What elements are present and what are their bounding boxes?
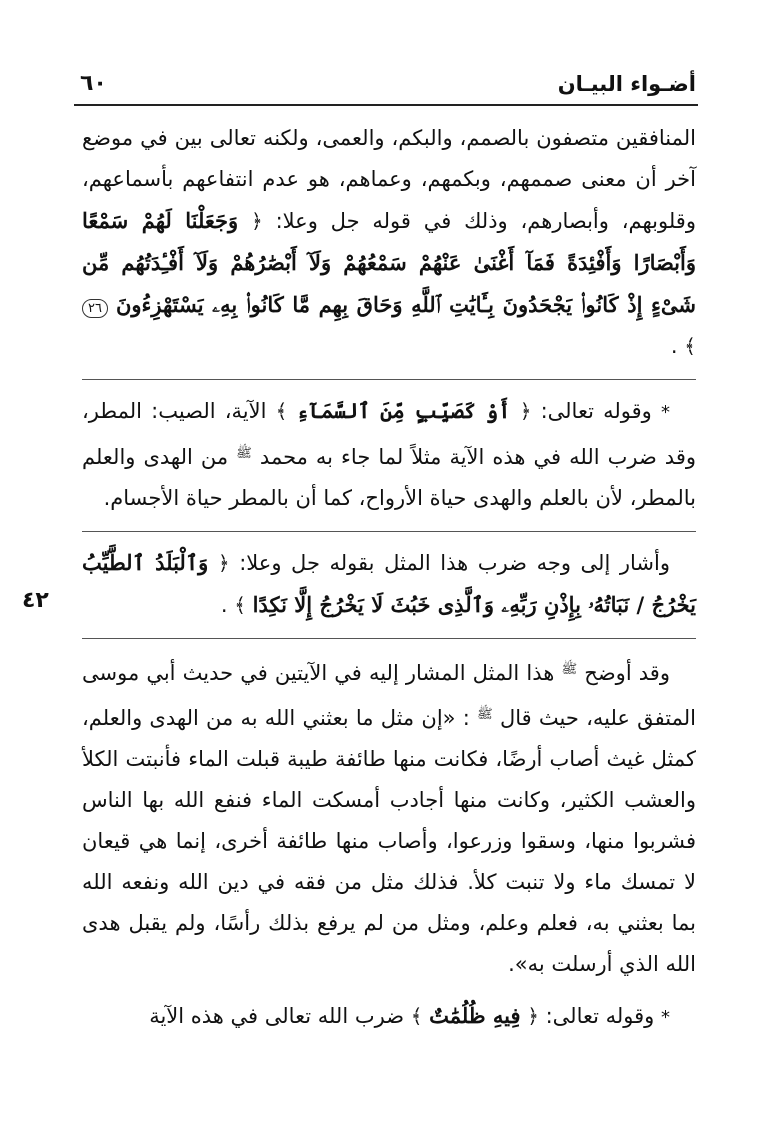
margin-number: ٤٢ xyxy=(22,588,49,613)
quran-open-bracket: ﴿ xyxy=(217,551,230,575)
paragraph-1-end: . xyxy=(670,334,678,358)
paragraph-4-text-2: هذا المثل المشار إليه في الآيتين في حديث أبي موسى المتفق عليه، حيث قال xyxy=(82,661,696,730)
hadith-text: : «إن مثل ما بعثني الله به من الهدى والعلم، كمثل غيث أصاب أرضًا، فكانت منها طائفة طيبة قبلت الماء فأنبتت الكلأ والعشب الكثير، وكانت منها أجادب أمسكت الماء فنفع الله بها الناس فشربوا منها، وسقوا وزرعوا، وأصاب منها طائفة أخرى، إنما هي قيعان لا تمسك ماء ولا تنبت كلأ. فذلك مثل من فقه في دين الله ونفعه الله بما بعثني به، فعلم وعلم، ومثل من لم يرفع بذلك رأسًا، ولم يقبل هدى الله الذي أرسلت به». xyxy=(82,706,696,976)
page-number: ٦٠ xyxy=(80,71,107,96)
quran-close-bracket: ﴾ xyxy=(684,334,696,358)
salla-symbol: ﷺ xyxy=(561,662,578,677)
quran-verse-3: وَٱلْبَلَدُ ٱلطَّيِّبُ يَخْرُجُ / نَبَاتُهُۥ بِإِذْنِ رَبِّهِۦ وَٱلَّذِى خَبُثَ لَا يَخْرُجُ إِلَّا نَكِدًا xyxy=(82,550,696,617)
quran-open-bracket: ﴿ xyxy=(527,1004,539,1028)
book-title: أضـواء البيـان xyxy=(557,72,696,96)
quran-close-bracket: ﴾ xyxy=(275,399,288,423)
paragraph-5-text: ضرب الله تعالى في هذه الآية xyxy=(149,1004,405,1028)
paragraph-2 xyxy=(82,390,696,519)
quran-open-bracket: ﴿ xyxy=(519,399,532,423)
paragraph-1 xyxy=(82,118,696,367)
section-divider xyxy=(82,379,696,380)
section-divider xyxy=(82,638,696,639)
section-divider xyxy=(82,531,696,532)
quran-verse-2: أَوْ كَصَيِّبٍ مِّنَ ٱلسَّمَآءِ xyxy=(296,398,511,423)
paragraph-1-text: المنافقين متصفون بالصمم، والبكم، والعمى، ولكنه تعالى بين في موضع آخر أن معنى صممهم، وبكمهم، وعماهم، هو عدم انتفاعهم بأسماعهم، وقلوبهم، وأبصارهم، وذلك في قوله جل وعلا: xyxy=(82,126,696,233)
paragraph-5 xyxy=(82,995,696,1038)
paragraph-3 xyxy=(82,542,696,626)
paragraph-5-lead: وقوله تعالى: xyxy=(545,1004,655,1028)
quran-close-bracket: ﴾ xyxy=(234,593,246,617)
salla-symbol: ﷺ xyxy=(236,446,252,461)
quran-verse-1: وَجَعَلْنَا لَهُمْ سَمْعًا وَأَبْصَارًا وَأَفْئِدَةً فَمَآ أَغْنَىٰ عَنْهُمْ سَمْعُهُمْ وَلَآ أَبْصَٰرُهُمْ وَلَآ أَفْـِٔدَتُهُم مِّن شَىْءٍ إِذْ كَانُوا۟ يَجْحَدُونَ بِـَٔايَٰتِ ٱللَّهِ وَحَاقَ بِهِم مَّا كَانُوا۟ بِهِۦ يَسْتَهْزِءُونَ xyxy=(82,208,696,317)
quran-verse-4: فِيهِ ظُلُمَٰتٌ xyxy=(429,1003,521,1028)
paragraph-4 xyxy=(82,649,696,985)
quran-close-bracket: ﴾ xyxy=(410,1004,423,1028)
paragraph-3-lead: وأشار إلى وجه ضرب هذا المثل بقوله جل وعلا: xyxy=(239,551,670,575)
salla-symbol: ﷺ xyxy=(477,707,493,722)
paragraph-4-text-1: وقد أوضح xyxy=(584,661,670,685)
header-rule xyxy=(74,104,698,106)
paragraph-3-end: . xyxy=(220,593,228,617)
star-bullet: * xyxy=(660,402,670,423)
quran-open-bracket: ﴿ xyxy=(251,209,263,233)
verse-number-badge: ٢٦ xyxy=(82,299,108,318)
paragraph-2-text-2: من الهدى والعلم بالمطر، لأن بالعلم والهدى حياة الأرواح، كما أن بالمطر حياة الأجسام. xyxy=(82,445,696,510)
paragraph-2-text-1: الآية، الصيب: المطر، وقد ضرب الله في هذه الآية مثلاً لما جاء به محمد xyxy=(82,399,697,469)
page-body xyxy=(82,118,696,1038)
page-header xyxy=(80,60,696,98)
paragraph-2-lead: وقوله تعالى: xyxy=(540,399,652,423)
star-bullet: * xyxy=(661,1007,670,1028)
